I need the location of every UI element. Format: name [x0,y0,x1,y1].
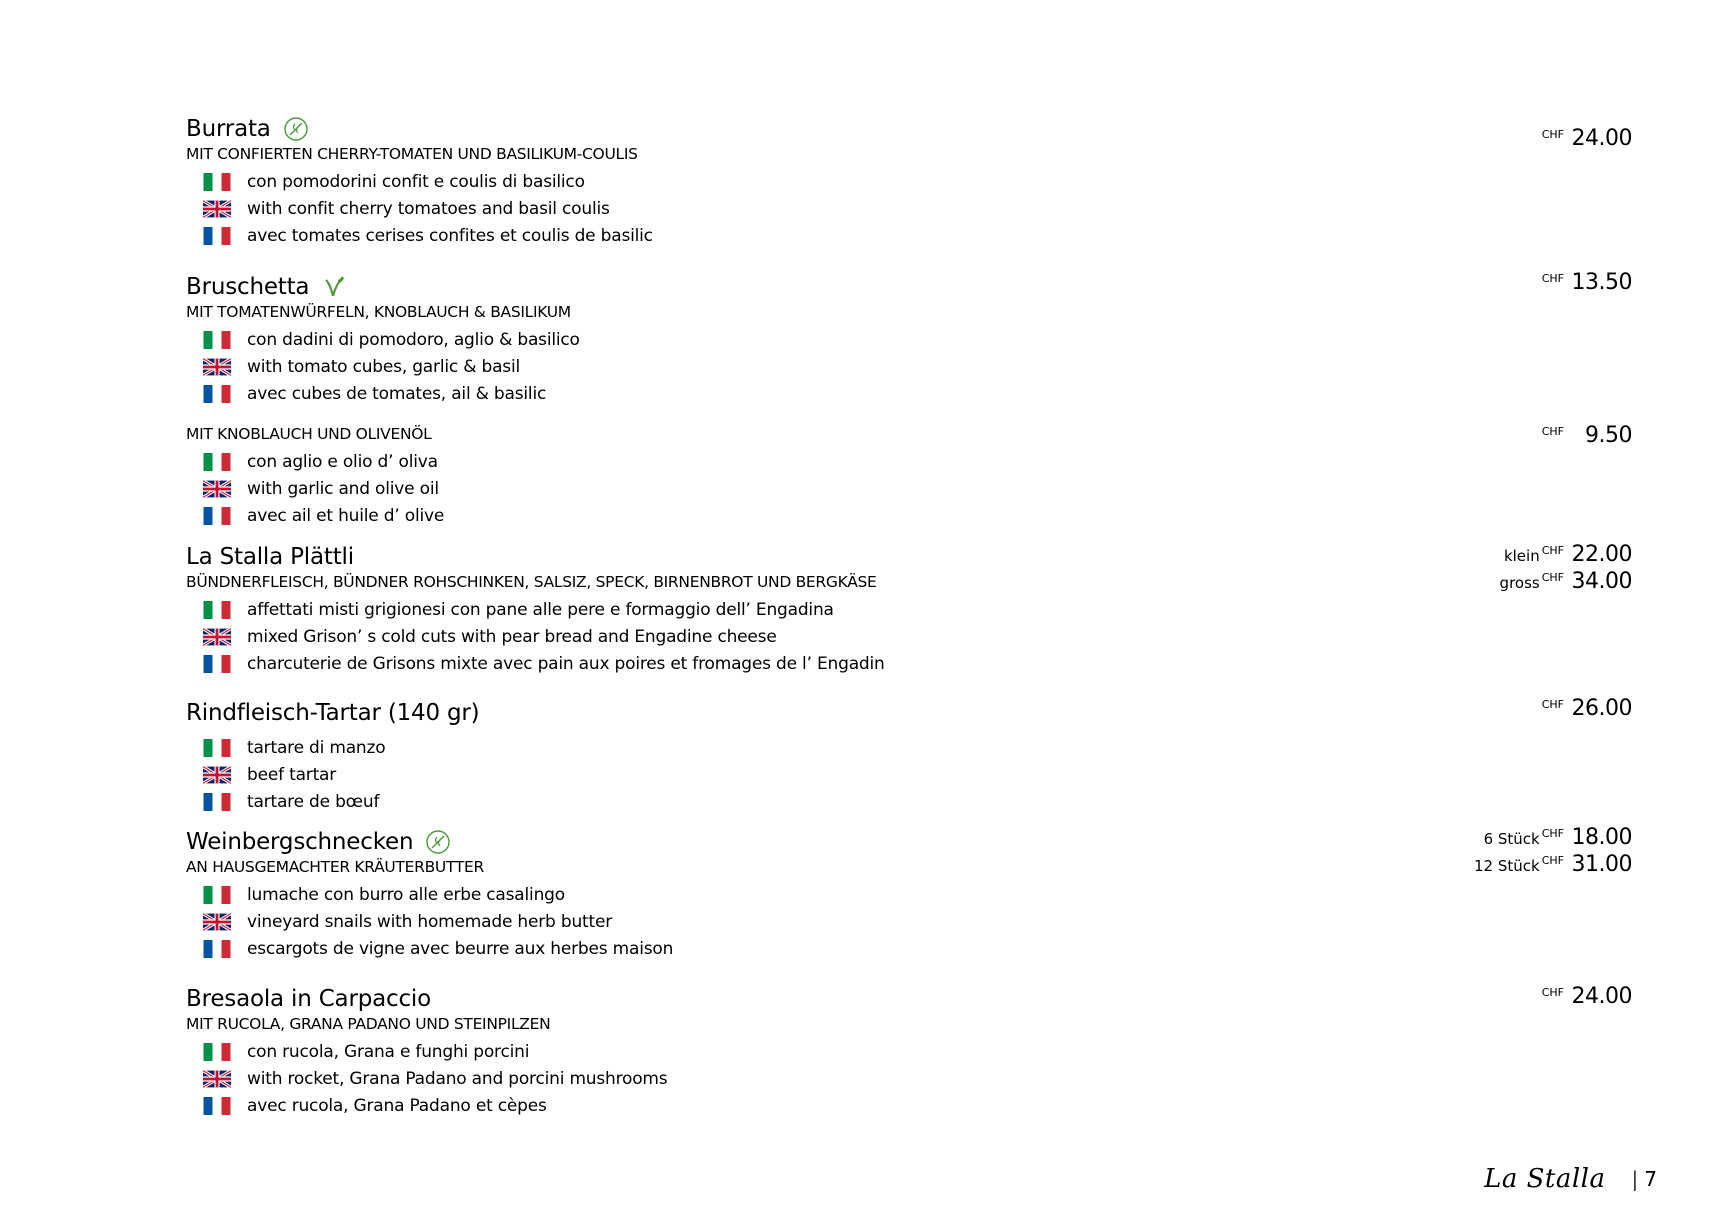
translation-text: con dadini di pomodoro, aglio & basilico [247,329,580,350]
translation-french [186,1092,1632,1119]
translation-text: affettati misti grigionesi con pane alle pere e formaggio dell’ Engadina [247,599,834,620]
dish-bruschetta-garlic [186,424,1632,529]
italy-flag-icon [203,331,231,349]
translation-text: lumache con burro alle erbe casalingo [247,884,565,905]
translation-french [186,502,1632,529]
translations [186,1038,1632,1119]
translation-italian [186,326,1632,353]
translation-italian [186,168,1632,195]
italy-flag-icon [203,453,231,471]
italy-flag-icon [203,173,231,191]
currency-label: CHF [1541,827,1564,840]
dish-subtitle: MIT CONFIERTEN CHERRY-TOMATEN UND BASILIKUM-COULIS [186,145,638,163]
page-separator: | [1631,1167,1639,1191]
france-flag-icon [203,385,231,403]
currency-label: CHF [1541,986,1564,999]
currency-label: CHF [1541,571,1564,584]
translation-text: vineyard snails with homemade herb butter [247,911,612,932]
translations [186,734,1632,815]
translation-text: avec cubes de tomates, ail & basilic [247,383,547,404]
price-amount: 31.00 [1571,852,1632,877]
currency-label: CHF [1541,425,1564,438]
currency-label: CHF [1541,272,1564,285]
dish-title [186,827,1632,857]
translation-text: con rucola, Grana e funghi porcini [247,1041,530,1062]
price-la-stalla-plaettli [1500,542,1632,596]
france-flag-icon [203,940,231,958]
dish-title [186,542,1632,572]
translation-text: with confit cherry tomatoes and basil coulis [247,198,610,219]
translation-english [186,623,1632,650]
price-bruschetta [1542,270,1632,297]
price-row [1542,696,1632,723]
price-amount: 34.00 [1571,569,1632,594]
dish-title [186,114,1632,144]
dish-subtitle: BÜNDNERFLEISCH, BÜNDNER ROHSCHINKEN, SALSIZ, SPECK, BIRNENBROT UND BERGKÄSE [186,573,877,591]
page-number: 7 [1644,1167,1657,1191]
page-footer [1484,1164,1657,1194]
translation-italian [186,881,1632,908]
dish-subtitle: AN HAUSGEMACHTER KRÄUTERBUTTER [186,858,485,876]
price-amount: 22.00 [1571,542,1632,567]
dish-title [186,698,1632,728]
uk-flag-icon [203,913,231,931]
translation-text: charcuterie de Grisons mixte avec pain aux poires et fromages de l’ Engadin [247,653,885,674]
dish-subtitle: MIT RUCOLA, GRANA PADANO UND STEINPILZEN [186,1015,551,1033]
translation-italian [186,1038,1632,1065]
translations [186,448,1632,529]
price-rindfleisch-tartar [1542,696,1632,723]
dish-title-text: La Stalla Plättli [186,544,354,570]
la-stalla-logo: La Stalla [1484,1164,1606,1194]
translation-english [186,475,1632,502]
translation-text: tartare di manzo [247,737,386,758]
currency-label: CHF [1541,698,1564,711]
dish-title-text: Bresaola in Carpaccio [186,986,431,1012]
translation-english [186,761,1632,788]
price-row-klein [1500,542,1632,569]
price-row-6-stueck [1474,825,1632,852]
france-flag-icon [203,1097,231,1115]
translation-text: with rocket, Grana Padano and porcini mushrooms [247,1068,668,1089]
translation-text: beef tartar [247,764,337,785]
price-row [1542,423,1632,450]
translation-english [186,195,1632,222]
translations [186,596,1632,677]
translation-text: avec rucola, Grana Padano et cèpes [247,1095,547,1116]
translation-text: avec ail et huile d’ olive [247,505,445,526]
translation-text: avec tomates cerises confites et coulis de basilic [247,225,653,246]
translation-french [186,788,1632,815]
portion-label: 12 Stück [1474,857,1540,875]
price-bresaola-carpaccio [1542,984,1632,1011]
translation-english [186,908,1632,935]
translation-italian [186,448,1632,475]
uk-flag-icon [203,1070,231,1088]
dish-subtitle: MIT KNOBLAUCH UND OLIVENÖL [186,425,432,443]
price-row [1542,126,1632,153]
translation-text: mixed Grison’ s cold cuts with pear bread and Engadine cheese [247,626,777,647]
currency-label: CHF [1541,128,1564,141]
translations [186,168,1632,249]
italy-flag-icon [203,601,231,619]
price-amount: 24.00 [1571,984,1632,1009]
dish-subtitle: MIT TOMATENWÜRFELN, KNOBLAUCH & BASILIKUM [186,303,571,321]
translation-english [186,1065,1632,1092]
france-flag-icon [203,227,231,245]
dish-title-text: Rindfleisch-Tartar (140 gr) [186,700,480,726]
price-row [1542,270,1632,297]
price-amount: 24.00 [1571,126,1632,151]
dish-title-text: Bruschetta [186,274,310,300]
translation-text: with tomato cubes, garlic & basil [247,356,520,377]
uk-flag-icon [203,480,231,498]
uk-flag-icon [203,628,231,646]
dish-burrata [186,114,1632,249]
price-row-12-stueck [1474,852,1632,879]
price-burrata [1542,126,1632,153]
dish-title [186,984,1632,1014]
france-flag-icon [203,793,231,811]
price-bruschetta-garlic [1542,423,1632,450]
price-row [1542,984,1632,1011]
price-amount: 26.00 [1571,696,1632,721]
translation-text: with garlic and olive oil [247,478,439,499]
portion-label: gross [1499,574,1540,592]
dish-la-stalla-plaettli [186,542,1632,677]
uk-flag-icon [203,358,231,376]
italy-flag-icon [203,1043,231,1061]
price-row-gross [1500,569,1632,596]
france-flag-icon [203,507,231,525]
translation-french [186,650,1632,677]
currency-label: CHF [1541,544,1564,557]
price-weinbergschnecken [1474,825,1632,879]
translation-english [186,353,1632,380]
price-amount: 18.00 [1571,825,1632,850]
dish-title-text: Burrata [186,116,271,142]
portion-label: 6 Stück [1483,830,1540,848]
translation-text: tartare de bœuf [247,791,380,812]
currency-label: CHF [1541,854,1564,867]
price-amount: 9.50 [1585,423,1632,448]
gluten-free-icon [425,829,451,855]
france-flag-icon [203,655,231,673]
uk-flag-icon [203,200,231,218]
translations [186,881,1632,962]
dish-weinbergschnecken [186,827,1632,962]
portion-label: klein [1503,547,1540,565]
translations [186,326,1632,407]
price-amount: 13.50 [1571,270,1632,295]
gluten-free-icon [283,116,309,142]
translation-text: con pomodorini confit e coulis di basilico [247,171,585,192]
italy-flag-icon [203,739,231,757]
dish-title-text: Weinbergschnecken [186,829,414,855]
translation-french [186,380,1632,407]
italy-flag-icon [203,886,231,904]
dish-title [186,272,1632,302]
translation-italian [186,734,1632,761]
dish-rindfleisch-tartar [186,698,1632,815]
uk-flag-icon [203,766,231,784]
translation-text: con aglio e olio d’ oliva [247,451,438,472]
dish-bruschetta [186,272,1632,407]
dish-bresaola-carpaccio [186,984,1632,1119]
translation-italian [186,596,1632,623]
translation-french [186,222,1632,249]
translation-french [186,935,1632,962]
translation-text: escargots de vigne avec beurre aux herbes maison [247,938,674,959]
vegan-icon [321,274,347,300]
